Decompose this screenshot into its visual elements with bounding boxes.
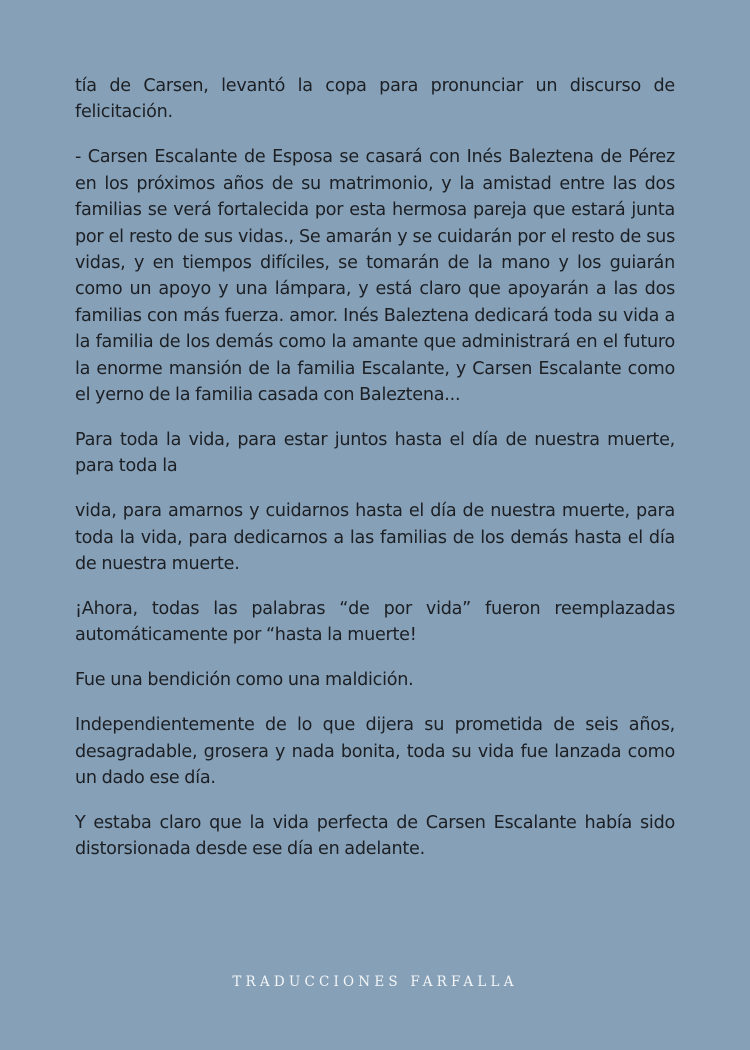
paragraph-3: Para toda la vida, para estar juntos hasta el día de nuestra muerte, para toda la [75,429,675,477]
paragraph-7: Independientemente de lo que dijera su prometida de seis años, desagradable, grosera y nada bonita, toda su vida fue lanzada como un dado ese día. [75,715,675,788]
paragraph-6: Fue una bendición como una maldición. [75,670,414,691]
paragraph-1: tía de Carsen, levantó la copa para pronunciar un discurso de felicitación. [75,76,675,123]
paragraph-2: - Carsen Escalante de Esposa se casará con Inés Baleztena de Pérez en los próximos años de su matrimonio, y la amistad entre las dos familias se verá fortalecida por esta hermosa pareja que estará junta por el resto de sus vidas., Se amarán y se cuidarán por el resto de sus vidas, y en tiempos difíciles, se tomarán de la mano y los guiarán como un apoyo y una lámpara, y está claro que apoyarán a las dos familias con más fuerza. amor. Inés Baleztena dedicará toda su vida a la familia de los demás como la amante que administrará en el futuro la enorme mansión de la familia Escalante, y Carsen Escalante como el yerno de la familia casada con Baleztena... [75,147,675,405]
paragraph-4: vida, para amarnos y cuidarnos hasta el día de nuestra muerte, para toda la vida, para dedicarnos a las familias de los demás hasta el día de nuestra muerte. [75,501,675,574]
document-page [75,73,675,881]
paragraph-5: ¡Ahora, todas las palabras “de por vida” fueron reemplazadas automáticamente por “hasta la muerte! [75,598,675,646]
page-footer: TRADUCCIONES FARFALLA [232,974,518,990]
paragraph-8: Y estaba claro que la vida perfecta de Carsen Escalante había sido distorsionada desde ese día en adelante. [75,812,675,860]
